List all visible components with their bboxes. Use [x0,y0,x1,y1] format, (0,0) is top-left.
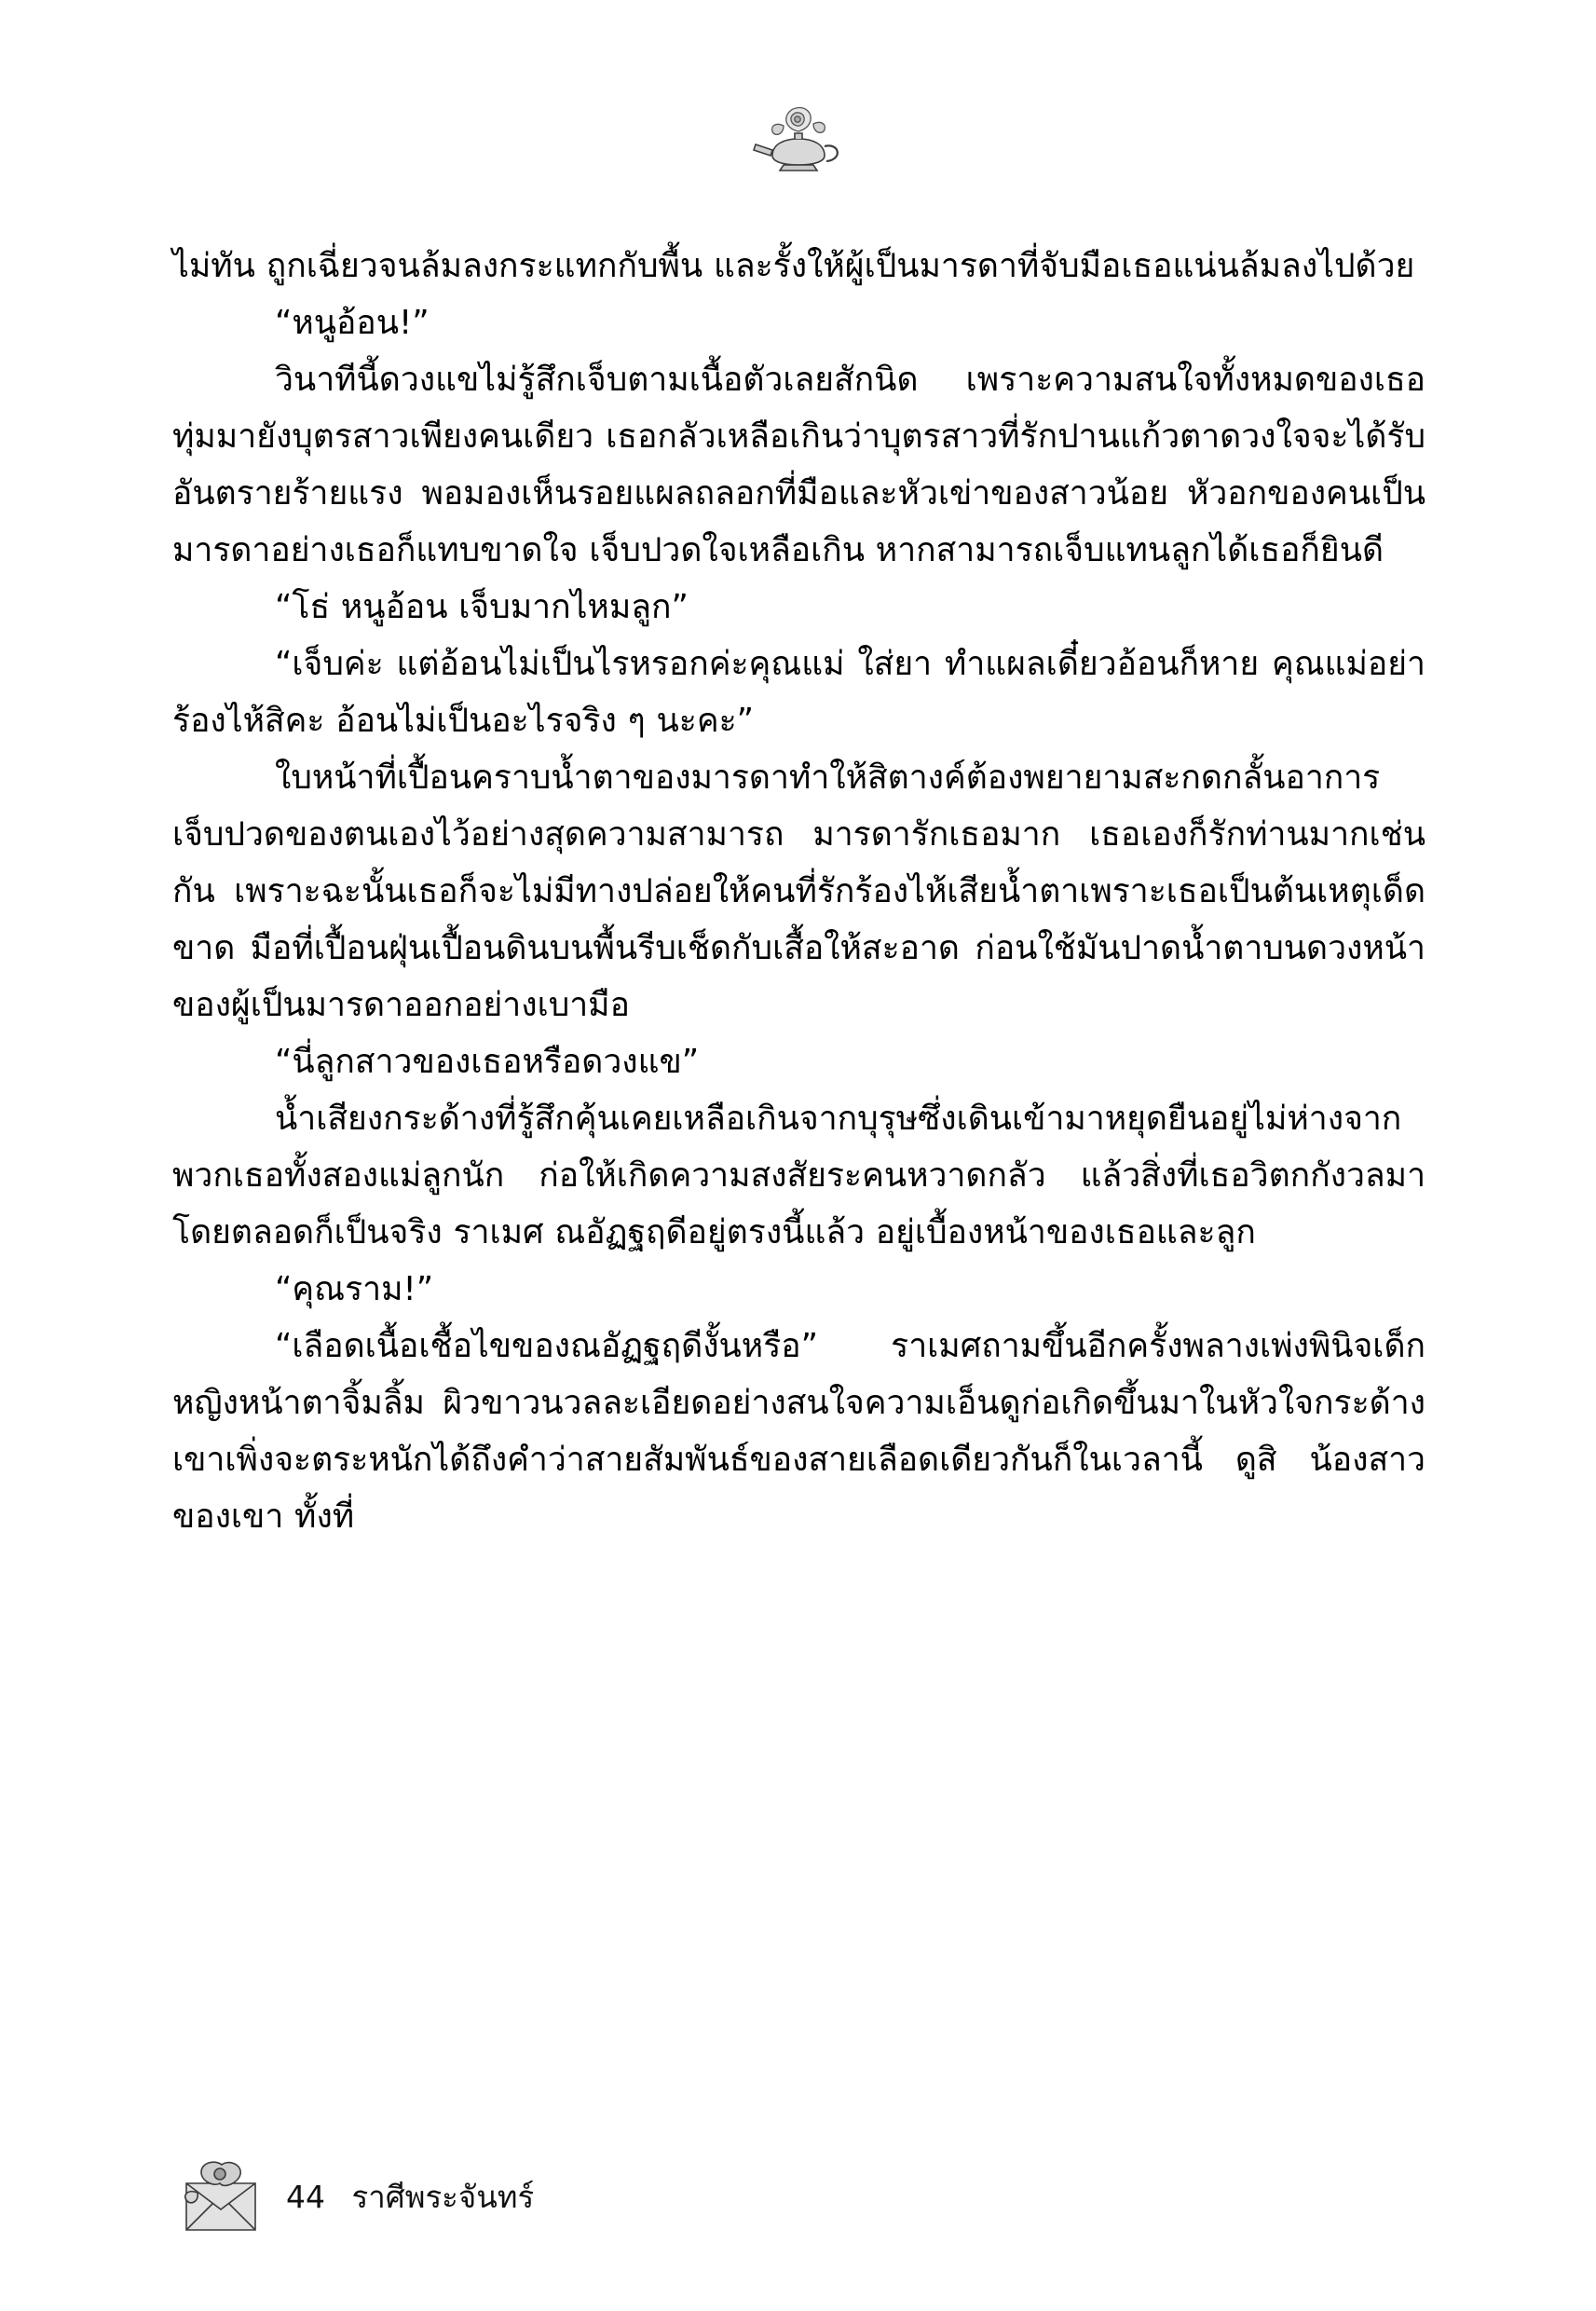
paragraph: “เจ็บค่ะ แต่อ้อนไม่เป็นไรหรอกค่ะคุณแม่ ใส่ยา ทำแผลเดี๋ยวอ้อนก็หาย คุณแม่อย่าร้องไห้สิคะ อ้อนไม่เป็นอะไรจริง ๆ นะคะ” [172,645,1425,740]
oil-lamp-rose-icon [743,89,854,182]
paragraph: น้ำเสียงกระด้างที่รู้สึกคุ้นเคยเหลือเกินจากบุรุษซึ่งเดินเข้ามาหยุดยืนอยู่ไม่ห่างจากพวกเธอทั้งสองแม่ลูกนัก ก่อให้เกิดความสงสัยระคนหวาดกลัว แล้วสิ่งที่เธอวิตกกังวลมาโดยตลอดก็เป็นจริง ราเมศ ณอัฏฐฤดีอยู่ตรงนี้แล้ว อยู่เบื้องหน้าของเธอและลูก [172,1100,1425,1251]
book-title: ราศีพระจันทร์ [351,2178,535,2215]
paragraph: ใบหน้าที่เปื้อนคราบน้ำตาของมารดาทำให้สิตางค์ต้องพยายามสะกดกลั้นอาการเจ็บปวดของตนเองไว้อย่างสุดความสามารถ มารดารักเธอมาก เธอเองก็รักท่านมากเช่นกัน เพราะฉะนั้นเธอก็จะไม่มีทางปล่อยให้คนที่รักร้องไห้เสียน้ำตาเพราะเธอเป็นต้นเหตุเด็ดขาด มือที่เปื้อนฝุ่นเปื้อนดินบนพื้นรีบเช็ดกับเสื้อให้สะอาด ก่อนใช้มันปาดน้ำตาบนดวงหน้าของผู้เป็นมารดาออกอย่างเบามือ [172,759,1425,1024]
paragraph: “โธ่ หนูอ้อน เจ็บมากไหมลูก” [275,588,689,626]
footer-label [286,2179,534,2216]
paragraph: “คุณราม!” [275,1270,434,1308]
body-text [172,238,1425,1545]
header-ornament [0,89,1596,191]
paragraph: “เลือดเนื้อเชื้อไขของณอัฏฐฤดีงั้นหรือ” ราเมศถามขึ้นอีกครั้งพลางเพ่งพินิจเด็กหญิงหน้าตาจิ้มลิ้ม ผิวขาวนวลละเอียดอย่างสนใจความเอ็นดูก่อเกิดขึ้นมาในหัวใจกระด้าง เขาเพิ่งจะตระหนักได้ถึงคำว่าสายสัมพันธ์ของสายเลือดเดียวกันก็ในเวลานี้ ดูสิ น้องสาวของเขา ทั้งที่ [172,1327,1425,1536]
page-number: 44 [286,2178,325,2215]
paragraph: วินาทีนี้ดวงแขไม่รู้สึกเจ็บตามเนื้อตัวเลยสักนิด เพราะความสนใจทั้งหมดของเธอทุ่มมายังบุตรสาวเพียงคนเดียว เธอกลัวเหลือเกินว่าบุตรสาวที่รักปานแก้วตาดวงใจจะได้รับอันตรายร้ายแรง พอมองเห็นรอยแผลถลอกที่มือและหัวเข่าของสาวน้อย หัวอกของคนเป็นมารดาอย่างเธอก็แทบขาดใจ เจ็บปวดใจเหลือเกิน หากสามารถเจ็บแทนลูกได้เธอก็ยินดี [172,361,1425,569]
paragraph: “หนูอ้อน!” [275,304,430,342]
paragraph: ไม่ทัน ถูกเฉี่ยวจนล้มลงกระแทกกับพื้น และรั้งให้ผู้เป็นมารดาที่จับมือเธอแน่นล้มลงไปด้วย [172,247,1415,285]
page-footer [177,2153,534,2241]
paragraph: “นี่ลูกสาวของเธอหรือดวงแข” [275,1043,700,1081]
envelope-rose-icon [177,2155,266,2239]
